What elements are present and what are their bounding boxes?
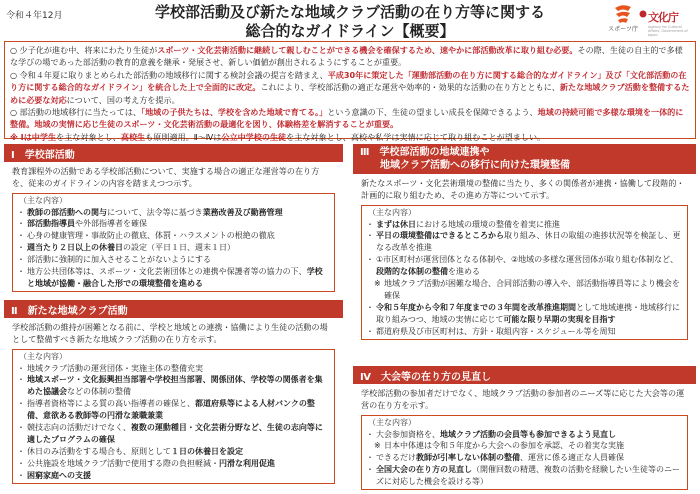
list-item: ・ 困窮家庭への支援 (19, 470, 328, 482)
section-tournaments (353, 366, 696, 493)
cultural-agency-subtitle: Agency for Cultural Affairs, Government of Japan (648, 25, 688, 37)
list-item: ・ 地方公共団体等は、スポーツ・文化芸術団体との連携や保護者等の協力の下、学校と地域が協働・融合した形での環境整備を進める (19, 266, 328, 290)
section-community-club-lead: 学校部活動の維持が困難となる前に、学校と地域との連携・協働により生徒の活動の場として整備すべき新たな地域クラブ活動の在り方を示す。 (12, 322, 328, 345)
title-line-1: 学校部活動及び新たな地域クラブ活動の在り方等に関する (154, 3, 545, 21)
section-community-club (4, 300, 343, 487)
list-item: ・ 大会参加資格を、地域クラブ活動の会員等も参加できるよう見直し (368, 429, 681, 441)
list-item: ・ 平日の環境整備はできるところから取り組み、休日の取組の進捗状況等を検証し、更なる改革を推進 (368, 230, 681, 254)
list-item: ・ 地域クラブ活動の運営団体・実施主体の整備充実 (19, 363, 328, 375)
page-title (150, 3, 550, 41)
section-school-club-title: Ⅰ 学校部活動 (4, 144, 343, 162)
cultural-agency-logo (648, 6, 692, 37)
list-item: ・ 教師の部活動への関与について、法令等に基づき業務改善及び勤務管理 (19, 207, 328, 219)
list-item: ・ できるだけ教師が引率しない体制の整備、運営に係る適正な人員確保 (368, 452, 681, 464)
list-item: ・ 令和５年度から令和７年度までの３年間を改革推進期間として地域連携・地域移行に取り組みつつ、地域の実情に応じて可能な限り早期の実現を目指す (368, 302, 681, 326)
sports-agency-logo (608, 2, 638, 33)
intro-note: ※ Ⅰは中学生を主な対象とし、高校生も原則適用。Ⅱ～Ⅳは公立中学校の生徒を主な対象とし、高校や私学は実情に応じて取り組むことが望ましい。 (10, 131, 546, 142)
date-label: 令和４年12月 (6, 11, 63, 21)
list-item: ・ 週当たり２日以上の休養日の設定（平日１日、週末１日） (19, 242, 328, 254)
list-item: ・ 地域スポーツ・文化振興担当部署や学校担当部署、関係団体、学校等の関係者を集めた協議会などの体制の整備 (19, 374, 328, 398)
list-item: ・ 部活動指導員や外部指導者を確保 (19, 218, 328, 230)
intro-paragraph-1: ○ 少子化が進む中、将来にわたり生徒がスポーツ・文化芸術活動に継続して親しむことができる機会を確保するため、速やかに部活動改革に取り組む必要。その際、生徒の自主的で多様な学びの場であった部活動の教育的意義を継承・発展させ、新しい価値が創出されるようにすることが重要。 (10, 45, 683, 68)
section-school-club-contents: （主な内容） ・ 教師の部活動への関与について、法令等に基づき業務改善及び勤務管理 ・ 部活動指導員や外部指導者を確保 ・ 心身の健康管理・事故防止の徹底、体罰・ハラスメントの根絶の徹底 ・ 週当たり２日以上の休養日の設定（平日１日、週末１日） ・ 部活動に強制的に加入させることがないようにする ・ 地方公共団体等は、スポーツ・文化芸術団体との連携や保護者等の協力の下、学校と地域が協働・融合した形での環境整備を進める (12, 193, 335, 292)
section-tournaments-lead: 学校部活動の参加者だけでなく、地域クラブ活動の参加者のニーズ等に応じた大会等の運営の在り方を示す。 (361, 388, 685, 411)
list-item: ・ ①市区町村が運営団体となる体制や、②地域の多様な運営団体が取り組む体制など、段階的な体制の整備を進める (368, 254, 681, 278)
section-community-club-title: Ⅱ 新たな地域クラブ活動 (4, 300, 343, 318)
section-school-club (4, 144, 343, 295)
list-item: ・ 競技志向の活動だけでなく、複数の運動種目・文化芸術分野など、生徒の志向等に適したプログラムの確保 (19, 422, 328, 446)
section-tournaments-title: Ⅳ 大会等の在り方の見直し (353, 366, 696, 384)
section-community-club-contents: （主な内容） ・ 地域クラブ活動の運営団体・実施主体の整備充実 ・ 地域スポーツ・文化振興担当部署や学校担当部署、関係団体、学校等の関係者を集めた協議会などの体制の整備 ・ 指導者資格等による質の高い指導者の確保と、都道府県等による人材バンクの整備、意欲ある教師等の円滑な兼職兼業 ・ 競技志向の活動だけでなく、複数の運動種目・文化芸術分野など、生徒の志向等に適したプログラムの確保 ・ 休日のみ活動をする場合も、原則として１日の休養日を設定 ・ 公共施設を地域クラブ活動で使用する際の負担軽減・円滑な利用促進 ・ 困窮家庭への支援 (12, 349, 335, 484)
section-school-club-lead: 教育課程外の活動である学校部活動について、実施する場合の適正な運営等の在り方を、従来のガイドラインの内容を踏まえつつ示す。 (12, 166, 320, 189)
section-tournaments-contents: （主な内容） ・ 大会参加資格を、地域クラブ活動の会員等も参加できるよう見直し ※ 日本中体連は令和５年度から大会への参加を承認、その着実な実施 ・ できるだけ教師が引率しない体制の整備、運営に係る適正な人員確保 ・ 全国大会の在り方の見直し（開催回数の精選、複数の活動を経験したい生徒等のニーズに対応した機会を設ける等） (361, 415, 688, 490)
section-environment-title: Ⅲ 学校部活動の地域連携や 地域クラブ活動への移行に向けた環境整備 (353, 144, 696, 174)
list-item: ・ 休日のみ活動をする場合も、原則として１日の休養日を設定 (19, 446, 328, 458)
intro-paragraph-3: ○ 部活動の地域移行に当たっては、「地域の子供たちは、学校を含めた地域で育てる。」という意識の下、生徒の望ましい成長を保障できるよう、地域の持続可能で多様な環境を一体的に整備。地域の実情に応じ生徒のスポーツ・文化芸術活動の最適化を図り、体験格差を解消することが重要。 (10, 107, 684, 130)
list-item: ・ 部活動に強制的に加入させることがないようにする (19, 254, 328, 266)
logos (606, 2, 694, 36)
intro-box (4, 41, 696, 142)
section-environment-lead: 新たなスポーツ・文化芸術環境の整備に当たり、多くの関係者が連携・協働して段階的・計画的に取り組むため、その進め方等について示す。 (361, 178, 685, 201)
list-item: ・ 心身の健康管理・事故防止の徹底、体罰・ハラスメントの根絶の徹底 (19, 230, 328, 242)
list-item-note: ※ 地域クラブ活動が困難な場合、合同部活動の導入や、部活動指導員等により機会を確保 (368, 278, 681, 302)
list-item: ・ 公共施設を地域クラブ活動で使用する際の負担軽減・円滑な利用促進 (19, 458, 328, 470)
list-item: ・ 全国大会の在り方の見直し（開催回数の精選、複数の活動を経験したい生徒等のニーズに対応した機会を設ける等） (368, 464, 681, 488)
list-item: ・ 都道府県及び市区町村は、方針・取組内容・スケジュール等を周知 (368, 326, 681, 338)
list-item-note: ※ 日本中体連は令和５年度から大会への参加を承認、その着実な実施 (368, 440, 681, 452)
sports-agency-logo-icon (612, 2, 634, 24)
sports-agency-label: スポーツ庁 (608, 26, 638, 33)
cultural-agency-mark-icon (639, 10, 647, 18)
intro-paragraph-2: ○ 令和４年夏に取りまとめられた部活動の地域移行に関する検討会議の提言を踏まえ、平成30年に策定した「運動部活動の在り方に関する総合的なガイドライン」及び「文化部活動の在り方に関する総合的なガイドライン」を統合した上で全面的に改定。これにより、学校部活動の適正な運営や効率的・効果的な活動の在り方とともに、新たな地域クラブ活動を整備するために必要な対応について、国の考え方を提示。 (10, 69, 690, 105)
title-line-2: 総合的なガイドライン【概要】 (245, 22, 455, 40)
section-environment (353, 144, 696, 343)
cultural-agency-name: 文化庁 (648, 11, 678, 24)
list-item: ・ 指導者資格等による質の高い指導者の確保と、都道府県等による人材バンクの整備、意欲ある教師等の円滑な兼職兼業 (19, 398, 328, 422)
section-environment-contents: （主な内容） ・ まずは休日における地域の環境の整備を着実に推進 ・ 平日の環境整備はできるところから取り組み、休日の取組の進捗状況等を検証し、更なる改革を推進 ・ ①市区町村が運営団体となる体制や、②地域の多様な運営団体が取り組む体制など、段階的な体制の整備を進める ※ 地域クラブ活動が困難な場合、合同部活動の導入や、部活動指導員等により機会を確保 ・ 令和５年度から令和７年度までの３年間を改革推進期間として地域連携・地域移行に取り組みつつ、地域の実情に応じて可能な限り早期の実現を目指す ・ 都道府県及び市区町村は、方針・取組内容・スケジュール等を周知 (361, 205, 688, 340)
list-item: ・ まずは休日における地域の環境の整備を着実に推進 (368, 219, 681, 231)
